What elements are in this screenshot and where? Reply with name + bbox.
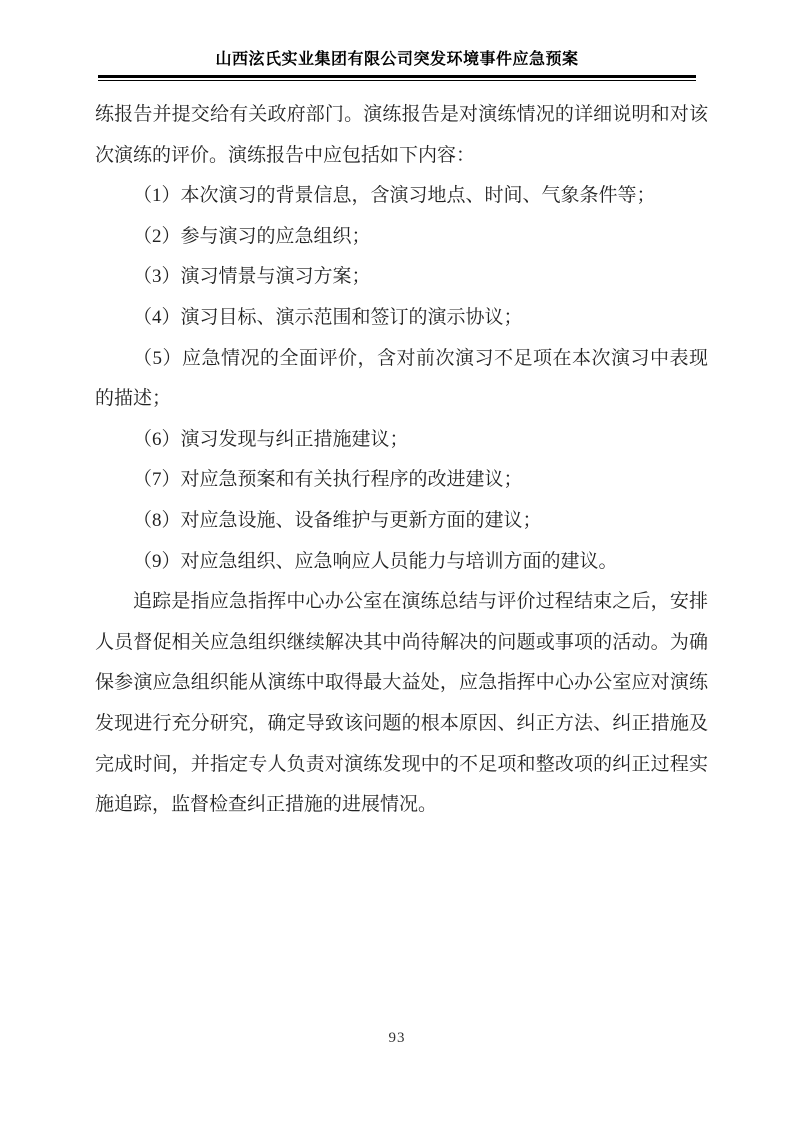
list-item-3: （3）演习情景与演习方案； [133,266,371,288]
list-item-7: （7）对应急预案和有关执行程序的改进建议； [133,469,523,491]
page-number: 93 [388,1030,406,1046]
page-footer [0,1028,794,1048]
header-double-rule [98,75,696,81]
list-item-4: （4）演习目标、演示范围和签订的演示协议； [133,306,523,328]
closing-paragraph: 追踪是指应急指挥中心办公室在演练总结与评价过程结束之后，安排人员督促相关应急组织继续解决其中尚待解决的问题或事项的活动。为确保参演应急组织能从演练中取得最大益处，应急指挥中心办公室应对演练发现进行充分研究，确定导致该问题的根本原因、纠正方法、纠正措施及完成时间，并指定专人负责对演练发现中的不足项和整改项的纠正过程实施追踪，监督检查纠正措施的进展情况。 [95,591,708,816]
list-item-5: （5）应急情况的全面评价，含对前次演习不足项在本次演习中表现的描述； [95,347,708,410]
intro-paragraph: 练报告并提交给有关政府部门。演练报告是对演练情况的详细说明和对该次演练的评价。演练报告中应包括如下内容： [95,104,708,166]
list-item-9: （9）对应急组织、应急响应人员能力与培训方面的建议。 [133,550,618,572]
document-body [95,95,708,826]
list-item-6: （6）演习发现与纠正措施建议； [133,428,409,450]
list-item-8: （8）对应急设施、设备维护与更新方面的建议； [133,509,542,531]
page-header [98,48,696,81]
list-item-2: （2）参与演习的应急组织； [133,225,371,247]
page-header-title: 山西泫氏实业集团有限公司突发环境事件应急预案 [215,51,579,68]
list-item-1: （1）本次演习的背景信息，含演习地点、时间、气象条件等； [133,185,656,207]
